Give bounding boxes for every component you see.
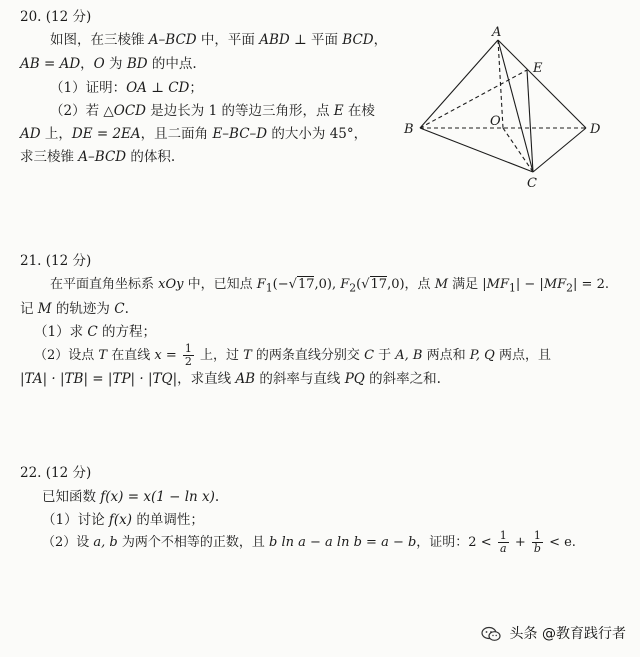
math: f(x): [108, 512, 133, 528]
q22-line-3: [42, 528, 576, 558]
label-b: B: [404, 122, 414, 137]
sqrt-value: 17: [297, 277, 315, 292]
fraction-one-half: [183, 343, 194, 368]
q21-line-4: [34, 342, 551, 370]
q20-line-5: [20, 125, 367, 143]
math: a, b: [93, 535, 118, 550]
text: .: [214, 489, 220, 505]
edge-ce: [527, 70, 533, 172]
q20-line-6: [20, 148, 175, 166]
text: 已知函数: [42, 489, 101, 505]
denominator: a: [499, 542, 507, 555]
text: .: [124, 301, 129, 317]
text: ，证明：2 <: [416, 535, 496, 550]
text: 上，过: [195, 348, 244, 363]
math: E–BC–D: [212, 126, 268, 142]
text: | − |: [515, 277, 544, 292]
edge-ad: [498, 40, 586, 128]
text: 如图，在三棱锥: [50, 32, 149, 48]
subscript: 1: [265, 281, 273, 295]
q20-line-2: [20, 55, 197, 73]
math: A–BCD: [148, 32, 197, 48]
math: AB = AD: [20, 56, 81, 72]
math: A–BCD: [78, 149, 127, 165]
text: (: [356, 277, 362, 292]
subscript: 2: [566, 281, 574, 295]
text: 的斜率与直线: [255, 371, 345, 387]
q21-line-3: [34, 323, 156, 341]
text: 的大小为 45°，: [267, 126, 368, 142]
math: C: [114, 301, 125, 317]
text: 的斜率之和.: [364, 371, 441, 387]
text: （2）设点: [34, 348, 99, 363]
math: b ln a − a ln b = a − b: [269, 535, 417, 550]
numerator: 1: [184, 342, 192, 355]
text: 两点和: [422, 348, 470, 363]
text: （1）证明：: [50, 80, 127, 96]
text: +: [510, 535, 530, 550]
edge-ac: [498, 40, 533, 172]
text: ，: [80, 56, 94, 72]
math: A, B: [395, 348, 423, 363]
text: 记: [20, 301, 38, 317]
text: 求三棱锥: [20, 149, 79, 165]
math: F: [256, 277, 266, 292]
text: 两点，且: [494, 348, 551, 363]
math: C: [364, 348, 375, 363]
text: （2）若 △: [50, 103, 114, 119]
q22-line-1: [42, 488, 219, 506]
edge-ab: [420, 40, 498, 128]
edge-oc-dashed: [503, 128, 533, 172]
label-o: O: [490, 114, 501, 129]
text: < e.: [544, 535, 576, 550]
label-a: A: [492, 25, 502, 40]
label-d: D: [590, 122, 601, 137]
math: xOy: [158, 277, 184, 292]
text: 是边长为 1 的等边三角形，点: [146, 103, 334, 119]
watermark-label: 头条 @教育践行者: [509, 626, 626, 642]
fraction-one-over-a: [498, 530, 509, 555]
math: BCD: [342, 32, 374, 48]
pyramid-figure: [400, 24, 610, 194]
math: MF: [543, 277, 567, 292]
math: T: [243, 348, 252, 363]
text: ；: [189, 80, 203, 96]
math: O: [93, 56, 105, 72]
text: ,0)，点: [387, 277, 435, 292]
text: 在直线: [107, 348, 155, 363]
math: T: [98, 348, 108, 363]
math: PQ: [344, 371, 365, 387]
text: 上，: [40, 126, 72, 142]
text: （1）讨论: [42, 512, 109, 528]
math: ABD: [259, 32, 290, 48]
text: | = 2.: [573, 277, 609, 292]
q21-header: 21. (12 分): [20, 253, 92, 269]
text: （2）设: [42, 535, 94, 550]
text: 的体积.: [126, 149, 176, 165]
text: 的轨迹为: [51, 301, 115, 317]
math: BD: [126, 56, 148, 72]
text: 的中点.: [147, 56, 197, 72]
text: 在棱: [343, 103, 375, 119]
text: ⊥ 平面: [289, 32, 343, 48]
denominator: 2: [184, 355, 192, 368]
q20-line-3: [50, 79, 203, 97]
math: AB: [235, 371, 256, 387]
text: 为: [104, 56, 127, 72]
wechat-icon: [481, 626, 501, 642]
math: |TA| · |TB| = |TP| · |TQ|: [20, 371, 178, 387]
q22-line-2: [42, 511, 204, 529]
text: ,0),: [314, 277, 341, 292]
text: ，: [373, 32, 388, 48]
math: M: [37, 301, 52, 317]
text: 中，平面: [196, 32, 260, 48]
q20-line-4: [50, 102, 375, 120]
q22-header: 22. (12 分): [20, 465, 92, 481]
text: 的单调性；: [132, 512, 204, 528]
subscript: 2: [349, 281, 357, 295]
text: ，求直线: [177, 371, 236, 387]
edge-bc: [420, 128, 533, 172]
q20-line-1: [50, 31, 387, 49]
math: AD: [20, 126, 41, 142]
math: MF: [486, 277, 509, 292]
text: 为两个不相等的正数，且: [117, 535, 270, 550]
text: 中，已知点: [183, 277, 257, 292]
denominator: b: [533, 542, 541, 555]
text: ，且二面角: [140, 126, 213, 142]
label-e: E: [533, 61, 543, 76]
edge-cd: [533, 128, 586, 172]
watermark: [481, 623, 626, 643]
math: E: [333, 103, 344, 119]
text: 的方程；: [97, 324, 157, 340]
q21-line-5: [20, 370, 441, 388]
math: F: [340, 277, 350, 292]
label-c: C: [527, 176, 537, 191]
math: OA ⊥ CD: [126, 80, 190, 96]
math: M: [434, 277, 448, 292]
sqrt-value: 17: [370, 277, 388, 292]
math: P, Q: [469, 348, 495, 363]
text: （1）求: [34, 324, 88, 340]
math: x: [154, 348, 162, 363]
edge-be-dashed: [420, 70, 527, 128]
math: DE = 2EA: [71, 126, 141, 142]
text: =: [161, 348, 181, 363]
text: 在平面直角坐标系: [50, 277, 159, 292]
text: 于: [374, 348, 396, 363]
q21-line-1: 在平面直角坐标系 xOy 中，已知点 $F_1(-√17,0)$, $F_2(√17,0)$，点 M 满足 $|MF_1| - |MF_2| = 2$.: [50, 277, 609, 295]
q21-line-2: [20, 300, 129, 318]
text: (−: [272, 277, 289, 292]
subscript: 1: [509, 281, 516, 295]
text: 的两条直线分别交: [251, 348, 365, 363]
q20-header: 20. (12 分): [20, 9, 92, 25]
math: C: [87, 324, 98, 340]
numerator: 1: [499, 529, 507, 542]
math: f(x) = x(1 − ln x): [100, 489, 215, 505]
math: OCD: [113, 103, 146, 119]
text: 满足 |: [448, 277, 487, 292]
fraction-one-over-b: [532, 530, 543, 555]
numerator: 1: [532, 530, 543, 543]
